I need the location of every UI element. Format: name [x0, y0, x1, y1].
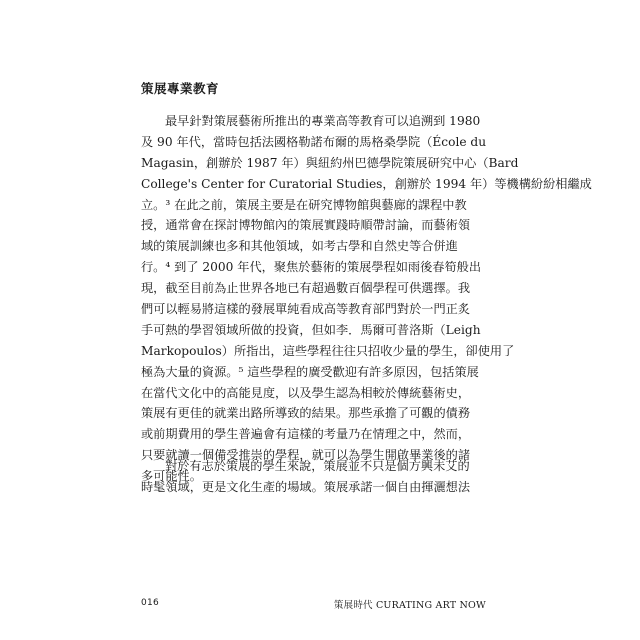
- text-line: College's Center for Curatorial Studies，創辦於 1994 年）等機構紛紛相繼成: [141, 176, 592, 191]
- text-line: 行。⁴ 到了 2000 年代，聚焦於藝術的策展學程如雨後春筍般出: [141, 260, 482, 275]
- text-line: 只要就讀一個備受推崇的學程，就可以為學生開啟畢業後的諸: [141, 448, 471, 463]
- text-line: 現，截至目前為止世界各地已有超過數百個學程可供選擇。我: [141, 281, 471, 296]
- body-paragraph-2: [141, 456, 486, 498]
- text-line: 策展有更佳的就業出路所導致的結果。那些承擔了可觀的債務: [141, 406, 471, 421]
- text-line: Markopoulos）所指出，這些學程往往只招收少量的學生，卻使用了: [141, 343, 515, 358]
- text-line: 在當代文化中的高能見度，以及學生認為相較於傳統藝術史，: [141, 385, 471, 400]
- text-line: 域的策展訓練也多和其他領域，如考古學和自然史等合併進: [141, 239, 458, 254]
- text-line: 們可以輕易將這樣的發展單純看成高等教育部門對於一門正炙: [141, 302, 471, 317]
- body-paragraph-1: [141, 111, 592, 487]
- text-line: 手可熱的學習領域所做的投資，但如李．馬爾可普洛斯（Leigh: [141, 322, 481, 337]
- text-line: 極為大量的資源。⁵ 這些學程的廣受歡迎有許多原因，包括策展: [141, 364, 479, 379]
- text-line: 對於有志於策展的學生來說，策展並不只是個方興未艾的: [165, 459, 470, 473]
- text-line: 及 90 年代，當時包括法國格勒諾布爾的馬格桑學院（École du: [141, 134, 487, 149]
- section-heading: 策展專業教育: [141, 81, 220, 96]
- text-line: 多可能性。: [141, 469, 202, 484]
- text-line: 授，通常會在探討博物館內的策展實踐時順帶討論，而藝術領: [141, 218, 471, 233]
- text-line: 時髦領域，更是文化生產的場域。策展承諾一個自由揮灑想法: [141, 479, 471, 494]
- page-number: 016: [141, 598, 160, 608]
- text-line: Magasin，創辦於 1987 年）與紐約州巴德學院策展研究中心（Bard: [141, 155, 519, 170]
- running-footer-title: 策展時代 CURATING ART NOW: [333, 600, 486, 611]
- text-line: 立。³ 在此之前，策展主要是在研究博物館與藝廊的課程中教: [141, 197, 467, 212]
- text-line: 最早針對策展藝術所推出的專業高等教育可以追溯到 1980: [165, 114, 481, 128]
- text-line: 或前期費用的學生普遍會有這樣的考量乃在情理之中，然而，: [141, 427, 471, 442]
